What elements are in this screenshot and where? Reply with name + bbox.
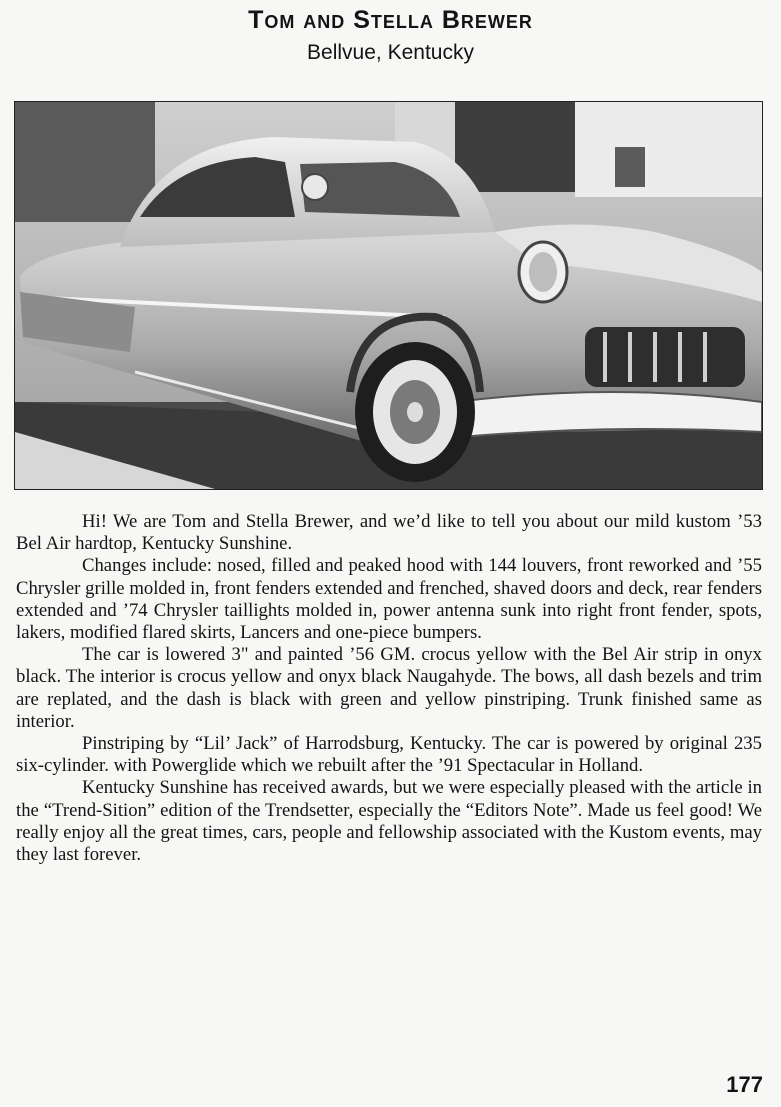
article-title: Tom and Stella Brewer (248, 6, 533, 34)
article-location: Bellvue, Kentucky (307, 41, 474, 64)
car-photo (14, 101, 763, 490)
article-paragraph: Kentucky Sunshine has received awards, but we were especially pleased with the article in the “Trend-Sition” edition of the Trendsetter, especially the “Editors Note”. Made us feel good! We really enjoy all the great times, cars, people and fellowship associated with the Kustom events, may they last forever. (16, 777, 762, 866)
article-paragraph: Hi! We are Tom and Stella Brewer, and we’d like to tell you about our mild kustom ’53 Bel Air hardtop, Kentucky Sunshine. (16, 511, 762, 555)
article-paragraph: Changes include: nosed, filled and peaked hood with 144 louvers, front reworked and ’55 Chrysler grille molded in, front fenders extended and frenched, shaved doors and deck, rear fenders extended and ’74 Chrysler taillights molded in, power antenna sunk into right front fender, spots, lakers, modified flared skirts, Lancers and one-piece bumpers. (16, 555, 762, 644)
article-paragraph: Pinstriping by “Lil’ Jack” of Harrodsburg, Kentucky. The car is powered by original 235 six-cylinder. with Powerglide which we rebuilt after the ’91 Spectacular in Holland. (16, 733, 762, 777)
article-paragraph: The car is lowered 3" and painted ’56 GM. crocus yellow with the Bel Air strip in onyx black. The interior is crocus yellow and onyx black Naugahyde. The bows, all dash bezels and trim are replated, and the dash is black with green and yellow pinstriping. Trunk finished same as interior. (16, 644, 762, 732)
article-body (16, 511, 762, 866)
page-number: 177 (726, 1072, 763, 1097)
